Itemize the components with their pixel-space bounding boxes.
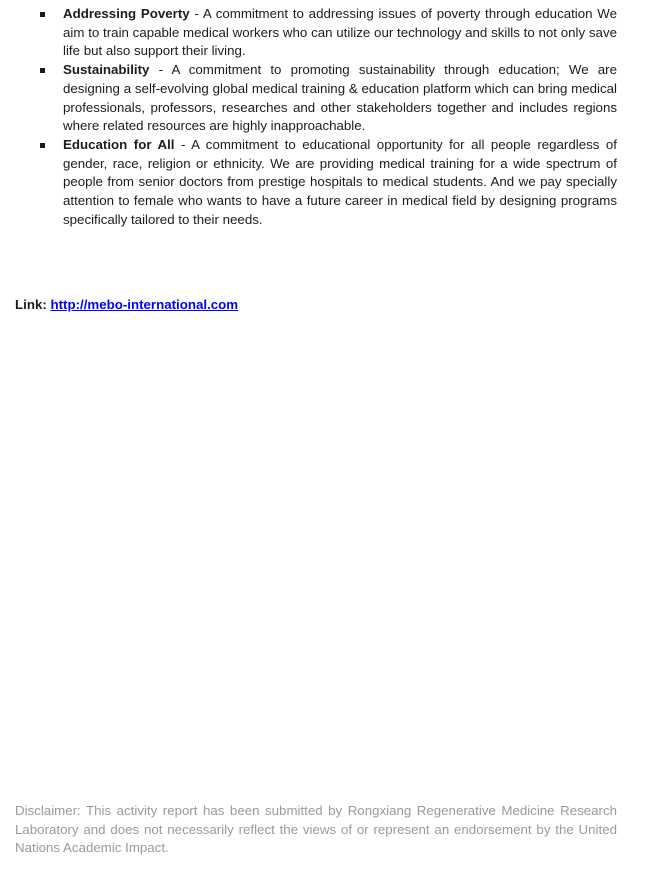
list-item-sustainability bbox=[63, 61, 617, 136]
bullet-body: A commitment to educational opportunity for all people regardless of gender, race, religion or ethnicity. We are providing medical training for a wide spectrum of people from senior doctors from prestige hospitals to medical students. And we pay specially attention to female who wants to have a future career in medical field by designing programs specifically tailored to their needs. bbox=[63, 136, 617, 227]
link-label: Link: bbox=[15, 297, 51, 312]
bullet-title: Addressing Poverty bbox=[63, 6, 190, 21]
bullet-separator: - bbox=[189, 6, 203, 21]
disclaimer-text: Disclaimer: This activity report has been submitted by Rongxiang Regenerative Medicine Research Laboratory and does not necessarily reflect the views of or represent an endorsement by the United Nations Academic Impact. bbox=[15, 803, 617, 856]
bullet-separator: - bbox=[174, 136, 192, 152]
square-bullet-icon bbox=[40, 68, 45, 73]
list-item-addressing-poverty bbox=[63, 5, 617, 61]
bullet-title: Education for All bbox=[63, 136, 175, 152]
bullet-title: Sustainability bbox=[63, 62, 150, 78]
bullet-list bbox=[0, 5, 650, 229]
list-item-education-for-all bbox=[63, 136, 617, 230]
square-bullet-icon bbox=[40, 12, 45, 17]
bullet-body: A commitment to promoting sustainability through education; We are designing a self-evolving global medical training & education platform which can bring medical professionals, professors, researches and other stakeholders together and includes regions where related resources are highly inapproachable. bbox=[63, 62, 617, 134]
link-line bbox=[15, 296, 238, 315]
bullet-separator: - bbox=[149, 62, 172, 78]
square-bullet-icon bbox=[40, 143, 45, 148]
bullet-body: A commitment to addressing issues of poverty through education We aim to train capable medical workers who can utilize our technology and skills to not only save life but also support their living. bbox=[63, 6, 617, 59]
link-url[interactable]: http://mebo-international.com bbox=[50, 297, 239, 312]
